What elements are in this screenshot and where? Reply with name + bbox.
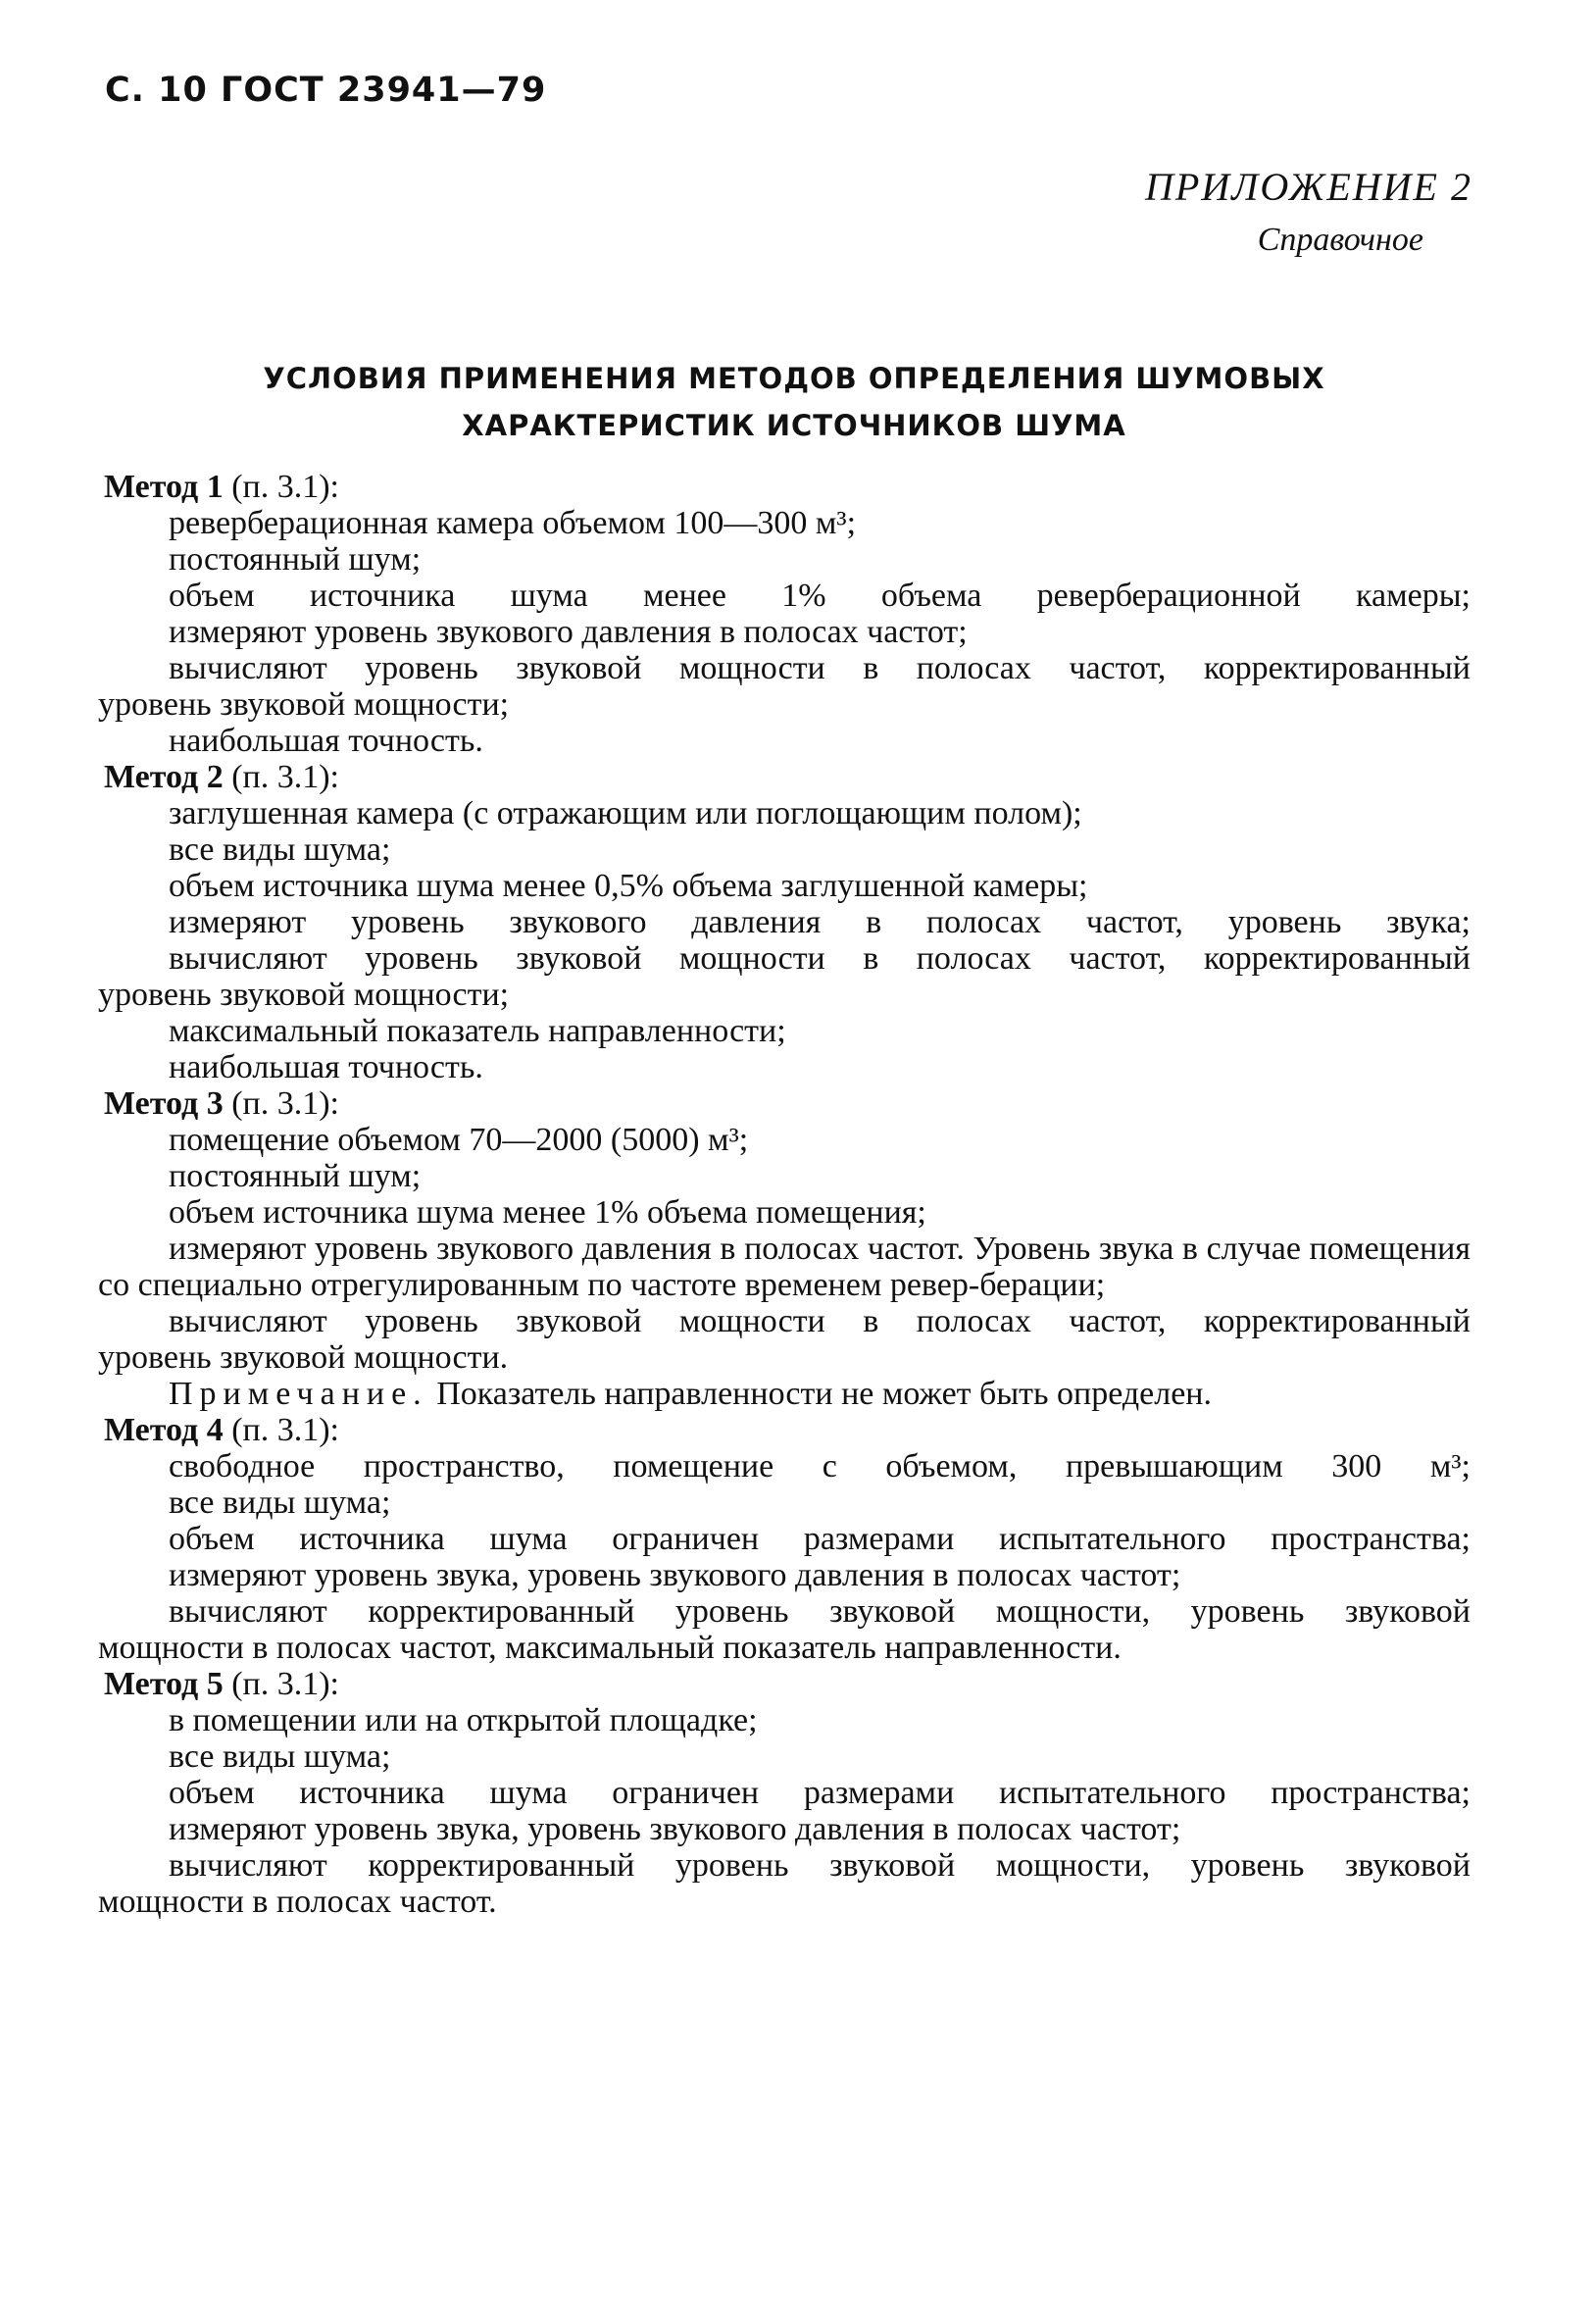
appendix-block (1145, 159, 1472, 265)
method-line: измеряют уровень звука, уровень звукового давления в полосах частот; (169, 1557, 1181, 1593)
method-line: постоянный шум; (169, 541, 422, 578)
method-line: объем источника шума менее 1% объема реверберационной камеры; (169, 578, 1471, 614)
method-line: все виды шума; (169, 831, 391, 868)
method-line: максимальный показатель направленности; (169, 1013, 786, 1049)
method-1 (98, 469, 1471, 759)
document-title (98, 355, 1490, 449)
method-line: все виды шума; (169, 1738, 391, 1775)
method-line: уровень звуковой мощности; (98, 977, 510, 1013)
method-name: Метод 1 (104, 469, 224, 505)
method-line: заглушенная камера (с отражающим или поглощающим полом); (169, 795, 1082, 831)
method-line: постоянный шум; (169, 1158, 422, 1194)
method-name: Метод 2 (104, 759, 224, 795)
method-line: вычисляют корректированный уровень звуковой мощности, уровень звуковой (169, 1847, 1471, 1884)
method-line: вычисляют уровень звуковой мощности в полосах частот, корректированный (169, 940, 1471, 977)
method-line: уровень звуковой мощности. (98, 1339, 509, 1376)
method-line: вычисляют уровень звуковой мощности в полосах частот, корректированный (169, 1303, 1471, 1339)
method-line: в помещении или на открытой площадке; (169, 1702, 758, 1738)
method-note (98, 1376, 1471, 1412)
method-line: уровень звуковой мощности; (98, 686, 510, 723)
method-line: свободное пространство, помещение с объемом, превышающим 300 м³; (169, 1448, 1471, 1485)
method-heading (98, 469, 1471, 505)
method-3 (98, 1085, 1471, 1412)
method-line: объем источника шума менее 1% объема помещения; (169, 1194, 926, 1231)
method-line: объем источника шума менее 0,5% объема заглушенной камеры; (169, 868, 1088, 904)
method-ref: (п. 3.1): (231, 1412, 340, 1448)
method-heading (98, 759, 1471, 795)
method-paragraph: измеряют уровень звукового давления в полосах частот. Уровень звука в случае помещения со специально отрегулированным по частоте временем ревер-берации; (98, 1231, 1471, 1303)
title-line-1: УСЛОВИЯ ПРИМЕНЕНИЯ МЕТОДОВ ОПРЕДЕЛЕНИЯ ШУМОВЫХ (263, 362, 1325, 395)
appendix-label: ПРИЛОЖЕНИЕ 2 (1145, 165, 1472, 209)
method-line: наибольшая точность. (169, 723, 483, 759)
appendix-type: Справочное (1257, 222, 1423, 258)
method-line: объем источника шума ограничен размерами испытательного пространства; (169, 1775, 1471, 1811)
note-text: Показатель направленности не может быть определен. (436, 1376, 1213, 1412)
method-line: измеряют уровень звука, уровень звукового давления в полосах частот; (169, 1811, 1181, 1847)
method-line: вычисляют уровень звуковой мощности в полосах частот, корректированный (169, 650, 1471, 686)
method-line: помещение объемом 70—2000 (5000) м³; (169, 1122, 749, 1158)
method-heading (98, 1666, 1471, 1702)
page-header: С. 10 ГОСТ 23941—79 (105, 71, 547, 110)
title-line-2: ХАРАКТЕРИСТИК ИСТОЧНИКОВ ШУМА (462, 409, 1126, 442)
method-line: мощности в полосах частот, максимальный показатель направленности. (98, 1630, 1122, 1666)
method-name: Метод 4 (104, 1412, 224, 1448)
method-2 (98, 759, 1471, 1085)
method-heading (98, 1412, 1471, 1448)
method-ref: (п. 3.1): (231, 1085, 340, 1122)
method-4 (98, 1412, 1471, 1666)
method-name: Метод 5 (104, 1666, 224, 1702)
method-line: объем источника шума ограничен размерами испытательного пространства; (169, 1521, 1471, 1557)
method-line: измеряют уровень звукового давления в полосах частот; (169, 614, 968, 650)
method-line: наибольшая точность. (169, 1049, 483, 1085)
method-heading (98, 1085, 1471, 1122)
method-5 (98, 1666, 1471, 1920)
method-ref: (п. 3.1): (231, 1666, 340, 1702)
method-line: все виды шума; (169, 1485, 391, 1521)
note-label: Примечание. (169, 1376, 428, 1412)
method-line: измеряют уровень звукового давления в полосах частот, уровень звука; (169, 904, 1471, 940)
method-name: Метод 3 (104, 1085, 224, 1122)
method-ref: (п. 3.1): (231, 759, 340, 795)
method-line: мощности в полосах частот. (98, 1884, 497, 1920)
method-line: вычисляют корректированный уровень звуковой мощности, уровень звуковой (169, 1593, 1471, 1630)
method-ref: (п. 3.1): (231, 469, 340, 505)
method-line: реверберационная камера объемом 100—300 м³; (169, 505, 857, 541)
document-body (98, 469, 1471, 1920)
